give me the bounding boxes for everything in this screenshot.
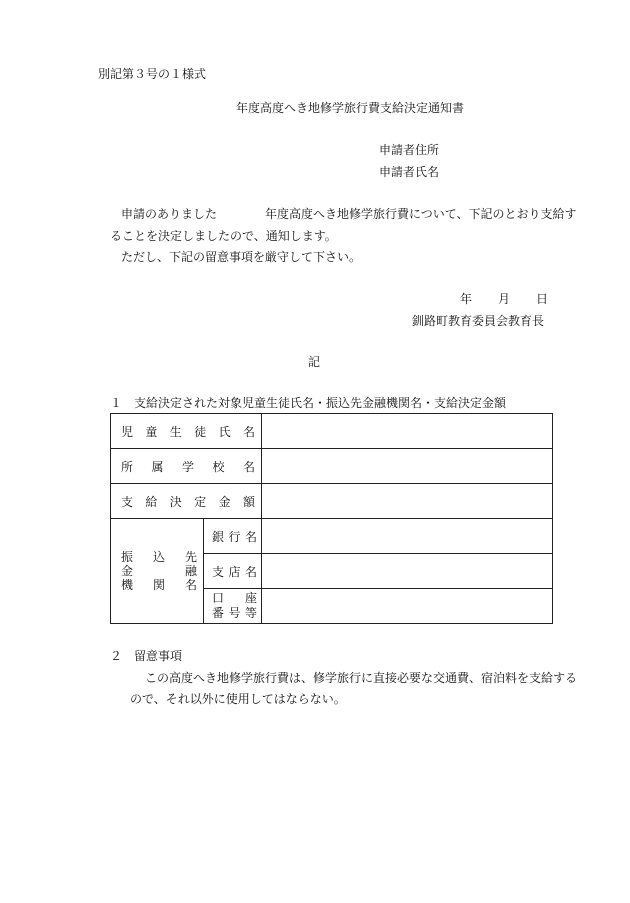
note-line-1: この高度へき地修学旅行費は、修学旅行に直接必要な交通費、宿泊料を支給する [145,671,578,685]
details-table [110,413,553,624]
student-name-label: 児童生徒氏名 [111,414,262,449]
section-2-heading: ２ 留意事項 [110,649,183,663]
ki-heading: 記 [308,355,321,369]
account-label-line-2: 番号等 [212,606,258,620]
date-line [460,293,548,305]
form-number: 別記第３号の１様式 [98,67,207,81]
branch-name-value [262,554,553,589]
bank-label-line-1: 振込先 [121,550,197,564]
table-row [111,484,553,519]
amount-label: 支給決定金額 [111,484,262,519]
note-line-2: ので、それ以外に使用してはならない。 [130,692,346,706]
bank-label-line-2: 金融 [121,564,197,578]
account-label [204,589,262,624]
applicant-address-label: 申請者住所 [379,143,440,157]
table-row [111,519,553,554]
document-title: 年度高度へき地修学旅行費支給決定通知書 [236,101,465,115]
amount-value [262,484,553,519]
body-line-1 [121,208,577,220]
bank-label-line-3: 機関名 [121,578,197,592]
body-line-2: ることを決定しましたので、通知します。 [110,229,337,243]
body-line-1-start: 申請のありました [121,207,218,221]
bank-label [111,519,204,624]
bank-name-label: 銀行名 [204,519,262,554]
table-row [111,414,553,449]
body-line-1-end: 年度高度へき地修学旅行費について、下記のとおり支給す [265,207,577,221]
date-day: 日 [536,292,549,306]
account-value [262,589,553,624]
issuer: 釧路町教育委員会教育長 [412,314,545,328]
date-year: 年 [460,292,473,306]
applicant-name-label: 申請者氏名 [379,165,440,179]
table-row [111,449,553,484]
date-month: 月 [498,292,511,306]
student-name-value [262,414,553,449]
school-name-label: 所属学校名 [111,449,262,484]
body-line-3: ただし、下記の留意事項を厳守して下さい。 [121,250,362,264]
branch-name-label: 支店名 [204,554,262,589]
account-label-line-1: 口座 [212,591,258,605]
bank-name-value [262,519,553,554]
section-1-heading: １ 支給決定された対象児童生徒氏名・振込先金融機関名・支給決定金額 [110,396,507,410]
school-name-value [262,449,553,484]
